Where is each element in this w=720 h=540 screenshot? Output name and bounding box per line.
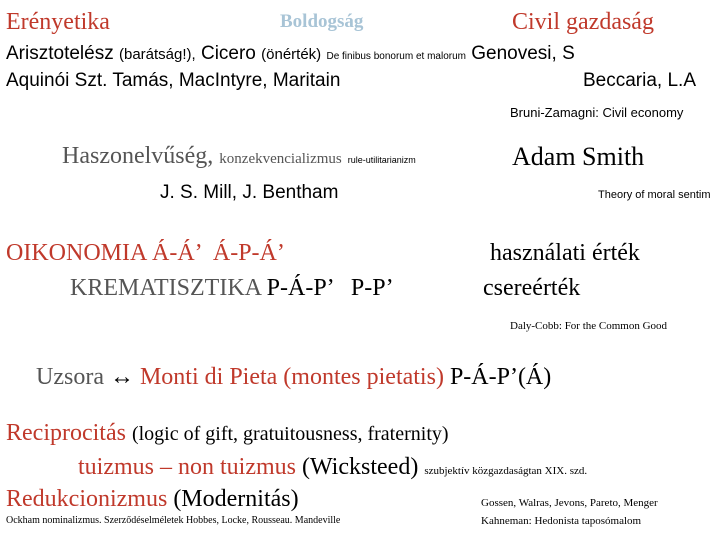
redukcionizmus-line xyxy=(6,487,299,511)
krematisztika-line xyxy=(70,276,394,300)
krematisztika: KREMATISZTIKA xyxy=(70,275,261,301)
oikonomia: OIKONOMIA xyxy=(6,240,146,266)
aristotle: Arisztotelész xyxy=(6,43,114,64)
daly-cobb-note: Daly-Cobb: For the Common Good xyxy=(510,320,668,332)
subjective-economics: szubjektív közgazdaságtan XIX. szd. xyxy=(424,465,588,477)
names-line-2-left: Aquinói Szt. Tamás, MacIntyre, Maritain xyxy=(6,70,341,91)
kahneman-note: Kahneman: Hedonista taposómalom xyxy=(481,515,642,527)
uzsora: Uzsora xyxy=(36,364,104,390)
bruni-zamagni-note: Bruni-Zamagni: Civil economy xyxy=(510,105,684,120)
rule-utilitarianism: rule-utilitarianizm xyxy=(347,155,416,165)
tuizmus-line xyxy=(78,455,587,479)
reciprocitas: Reciprocitás xyxy=(6,420,126,446)
krematisztika-formula: P-Á-P’ P-P’ xyxy=(266,275,394,301)
tuizmus: tuizmus – non tuizmus xyxy=(78,454,296,480)
modernitas: (Modernitás) xyxy=(173,486,299,512)
names-line-2-right: Beccaria, L.A xyxy=(583,70,696,91)
heading-civil-gazdasag: Civil gazdaság xyxy=(512,9,654,35)
use-value: használati érték xyxy=(490,240,640,266)
logic-of-gift: (logic of gift, gratuitousness, fraternity) xyxy=(131,423,449,445)
ockham-note: Ockham nominalizmus. Szerződéselméletek Hobbes, Locke, Rousseau. Mandeville xyxy=(6,515,341,526)
adam-smith: Adam Smith xyxy=(512,142,645,171)
haszonelvuseg: Haszonelvűség, xyxy=(62,143,214,169)
friendship-note: (barátság!), xyxy=(118,46,196,63)
gossen-walras-note: Gossen, Walras, Jevons, Pareto, Menger xyxy=(481,497,658,509)
uzsora-formula: P-Á-P’(Á) xyxy=(449,364,552,390)
names-line-1 xyxy=(6,44,575,63)
utilitarianism-line xyxy=(62,144,416,168)
monti-di-pieta: Monti di Pieta (montes pietatis) xyxy=(139,364,444,390)
uzsora-line xyxy=(36,365,551,389)
wicksteed: (Wicksteed) xyxy=(302,454,419,480)
oikonomia-formula: Á-Á’ Á-P-Á’ xyxy=(152,240,285,266)
double-arrow-icon: ↔ xyxy=(109,364,134,390)
redukcionizmus: Redukcionizmus xyxy=(6,486,168,512)
cicero: Cicero xyxy=(200,43,256,64)
mill-bentham: J. S. Mill, J. Bentham xyxy=(160,182,339,203)
self-value-note: (önérték) xyxy=(261,46,322,63)
genovesi: Genovesi, S xyxy=(471,43,575,64)
heading-boldogsag: Boldogság xyxy=(280,11,364,32)
theory-moral-sentiments: Theory of moral sentim xyxy=(598,189,711,201)
reciprocitas-line xyxy=(6,421,449,445)
heading-erenyetika: Erényetika xyxy=(6,9,110,35)
consequentialism: konzekvencializmus xyxy=(219,151,342,167)
de-finibus: De finibus bonorum et malorum xyxy=(326,51,466,62)
exchange-value: csereérték xyxy=(483,275,581,301)
oikonomia-line xyxy=(6,241,285,265)
